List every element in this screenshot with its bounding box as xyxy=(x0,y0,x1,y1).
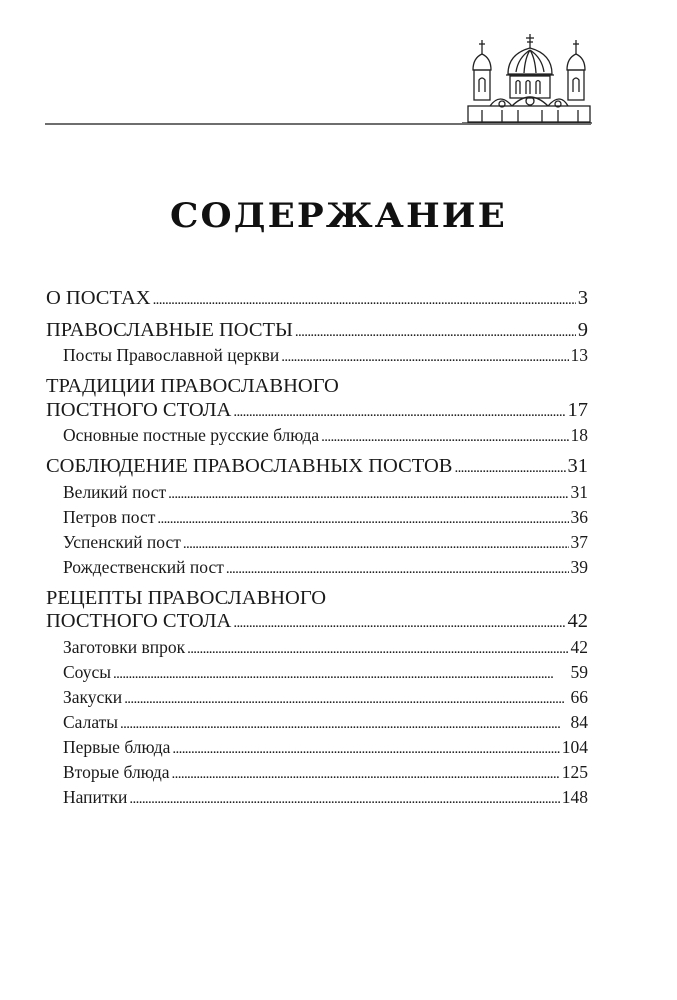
dot-leader xyxy=(281,344,568,369)
toc-entry-title: ПОСТНОГО СТОЛА xyxy=(46,398,232,421)
toc-page-number: 39 xyxy=(570,556,588,577)
toc-page-number: 37 xyxy=(570,531,588,552)
toc-subsection xyxy=(46,636,588,661)
toc-page-number: 59 xyxy=(570,661,588,682)
dot-leader xyxy=(233,610,565,636)
toc-page-number: 3 xyxy=(577,287,588,309)
toc-subsection xyxy=(46,531,588,556)
toc-entry-title: Закуски xyxy=(63,686,123,707)
toc-section xyxy=(46,587,588,636)
dot-leader xyxy=(172,761,560,786)
toc-page-number: 148 xyxy=(561,786,588,807)
toc-subsection xyxy=(46,506,588,531)
dot-leader xyxy=(233,399,565,425)
toc-entry-title: Соусы xyxy=(63,661,112,682)
toc-subsection xyxy=(46,736,588,761)
toc-entry-title: Рождественский пост xyxy=(63,556,224,577)
toc-section xyxy=(46,455,588,481)
dot-leader xyxy=(226,556,569,581)
toc-subsection xyxy=(46,661,588,686)
toc-page-number: 84 xyxy=(570,711,588,732)
toc-page-number: 17 xyxy=(567,398,588,421)
toc-page-number: 42 xyxy=(567,610,588,632)
toc-entry-title: Петров пост xyxy=(63,506,156,527)
toc-subsection xyxy=(46,481,588,506)
toc-entry-title: Успенский пост xyxy=(63,531,181,552)
toc-subsection xyxy=(46,424,588,449)
toc-page-number: 18 xyxy=(570,425,588,445)
toc-section xyxy=(46,319,588,345)
toc-subsection xyxy=(46,711,588,736)
toc-section xyxy=(46,375,588,424)
dot-leader xyxy=(187,636,568,661)
header-rule xyxy=(45,123,591,125)
dot-leader xyxy=(120,711,568,736)
cathedral-icon xyxy=(462,32,592,126)
dot-leader xyxy=(183,531,569,556)
toc-entry-title: РЕЦЕПТЫ ПРАВОСЛАВНОГО xyxy=(46,586,326,609)
toc-page-number: 36 xyxy=(570,506,588,527)
toc-entry-title: О ПОСТАХ xyxy=(46,287,151,309)
toc-entry-title: Первые блюда xyxy=(63,736,171,757)
toc-subsection xyxy=(46,686,588,711)
toc-entry-title: Великий пост xyxy=(63,481,167,502)
toc-page-number: 125 xyxy=(561,761,588,782)
toc-subsection xyxy=(46,761,588,786)
toc-entry-title: СОБЛЮДЕНИЕ ПРАВОСЛАВНЫХ ПОСТОВ xyxy=(46,455,453,477)
toc-entry-title: Основные постные русские блюда xyxy=(63,425,320,445)
toc-entry-title: Вторые блюда xyxy=(63,761,170,782)
dot-leader xyxy=(153,287,576,313)
dot-leader xyxy=(321,424,568,449)
dot-leader xyxy=(172,736,559,761)
toc-entry-title: Салаты xyxy=(63,711,119,732)
toc-page-number: 31 xyxy=(570,481,588,502)
dot-leader xyxy=(168,481,568,506)
toc-entry-title: ПРАВОСЛАВНЫЕ ПОСТЫ xyxy=(46,318,293,341)
table-of-contents xyxy=(46,287,588,811)
page-title: СОДЕРЖАНИЕ xyxy=(170,196,507,236)
toc-page-number: 104 xyxy=(561,736,588,757)
toc-page-number: 42 xyxy=(570,636,588,657)
toc-page-number: 31 xyxy=(567,455,588,477)
toc-page-number: 13 xyxy=(570,345,588,365)
toc-section xyxy=(46,287,588,313)
dot-leader xyxy=(113,661,568,686)
toc-entry-title: Напитки xyxy=(63,786,128,807)
dot-leader xyxy=(157,506,568,531)
toc-entry-title: ТРАДИЦИИ ПРАВОСЛАВНОГО xyxy=(46,375,339,397)
toc-entry-title: ПОСТНОГО СТОЛА xyxy=(46,610,232,632)
toc-page-number: 66 xyxy=(570,686,588,707)
toc-entry-title: Посты Православной церкви xyxy=(63,345,280,365)
toc-entry-title: Заготовки впрок xyxy=(63,636,186,657)
toc-page-number: 9 xyxy=(577,318,588,341)
dot-leader xyxy=(129,786,559,811)
toc-subsection xyxy=(46,786,588,811)
dot-leader xyxy=(454,455,565,481)
toc-subsection xyxy=(46,344,588,369)
toc-subsection xyxy=(46,556,588,581)
dot-leader xyxy=(295,319,576,345)
dot-leader xyxy=(124,686,568,711)
